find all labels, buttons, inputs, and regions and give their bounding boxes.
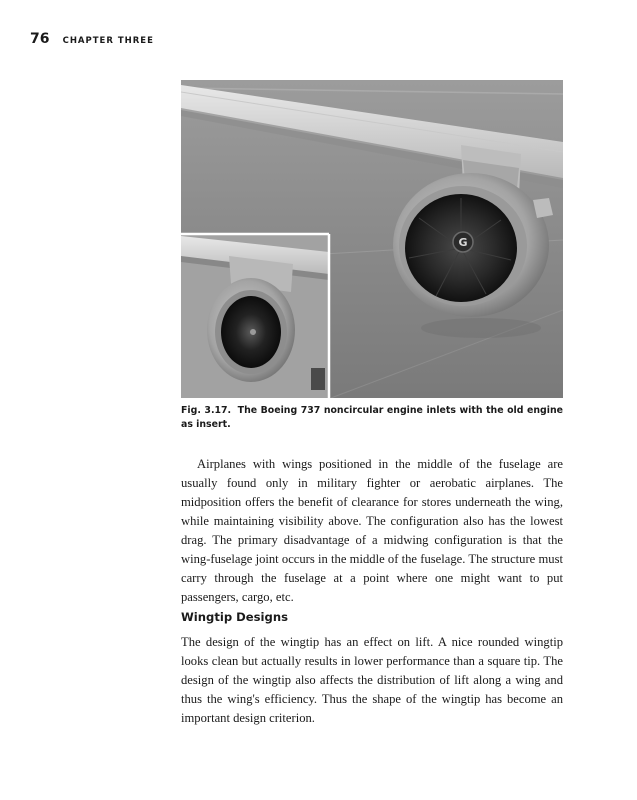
page-number: 76 [30, 31, 50, 47]
engine-fan-logo: G [458, 236, 468, 249]
body-paragraph-wingtip: The design of the wingtip has an effect on lift. A nice rounded wingtip looks clean but actually results in lower performance than a square tip. The design of the wingtip also affects the distribution of lift along a wing and thus the wing's efficiency. Thus the shape of the wingtip has become an important design criterion. [181, 635, 563, 725]
body-paragraph-midwing: Airplanes with wings positioned in the middle of the fuselage are usually found only in military fighter or aerobatic airplanes. The midposition offers the benefit of clearance for stores underneath the wing, while maintaining visibility above. The configuration also has the lowest drag. The primary disadvantage of a midwing configuration is that the wing-fuselage joint occurs in the middle of the fuselage. The structure must carry through the fuselage at a point where one might want to put passengers, cargo, etc. [181, 457, 563, 604]
figure-number: Fig. 3.17. [181, 405, 232, 416]
chapter-title: CHAPTER THREE [62, 36, 154, 46]
figure-caption [181, 404, 563, 432]
figure-photo [181, 80, 563, 398]
figure-caption-text: The Boeing 737 noncircular engine inlets with the old engine as insert. [181, 405, 564, 430]
section-heading: Wingtip Designs [181, 610, 288, 624]
running-head [30, 28, 154, 47]
inset-photo [181, 234, 329, 398]
